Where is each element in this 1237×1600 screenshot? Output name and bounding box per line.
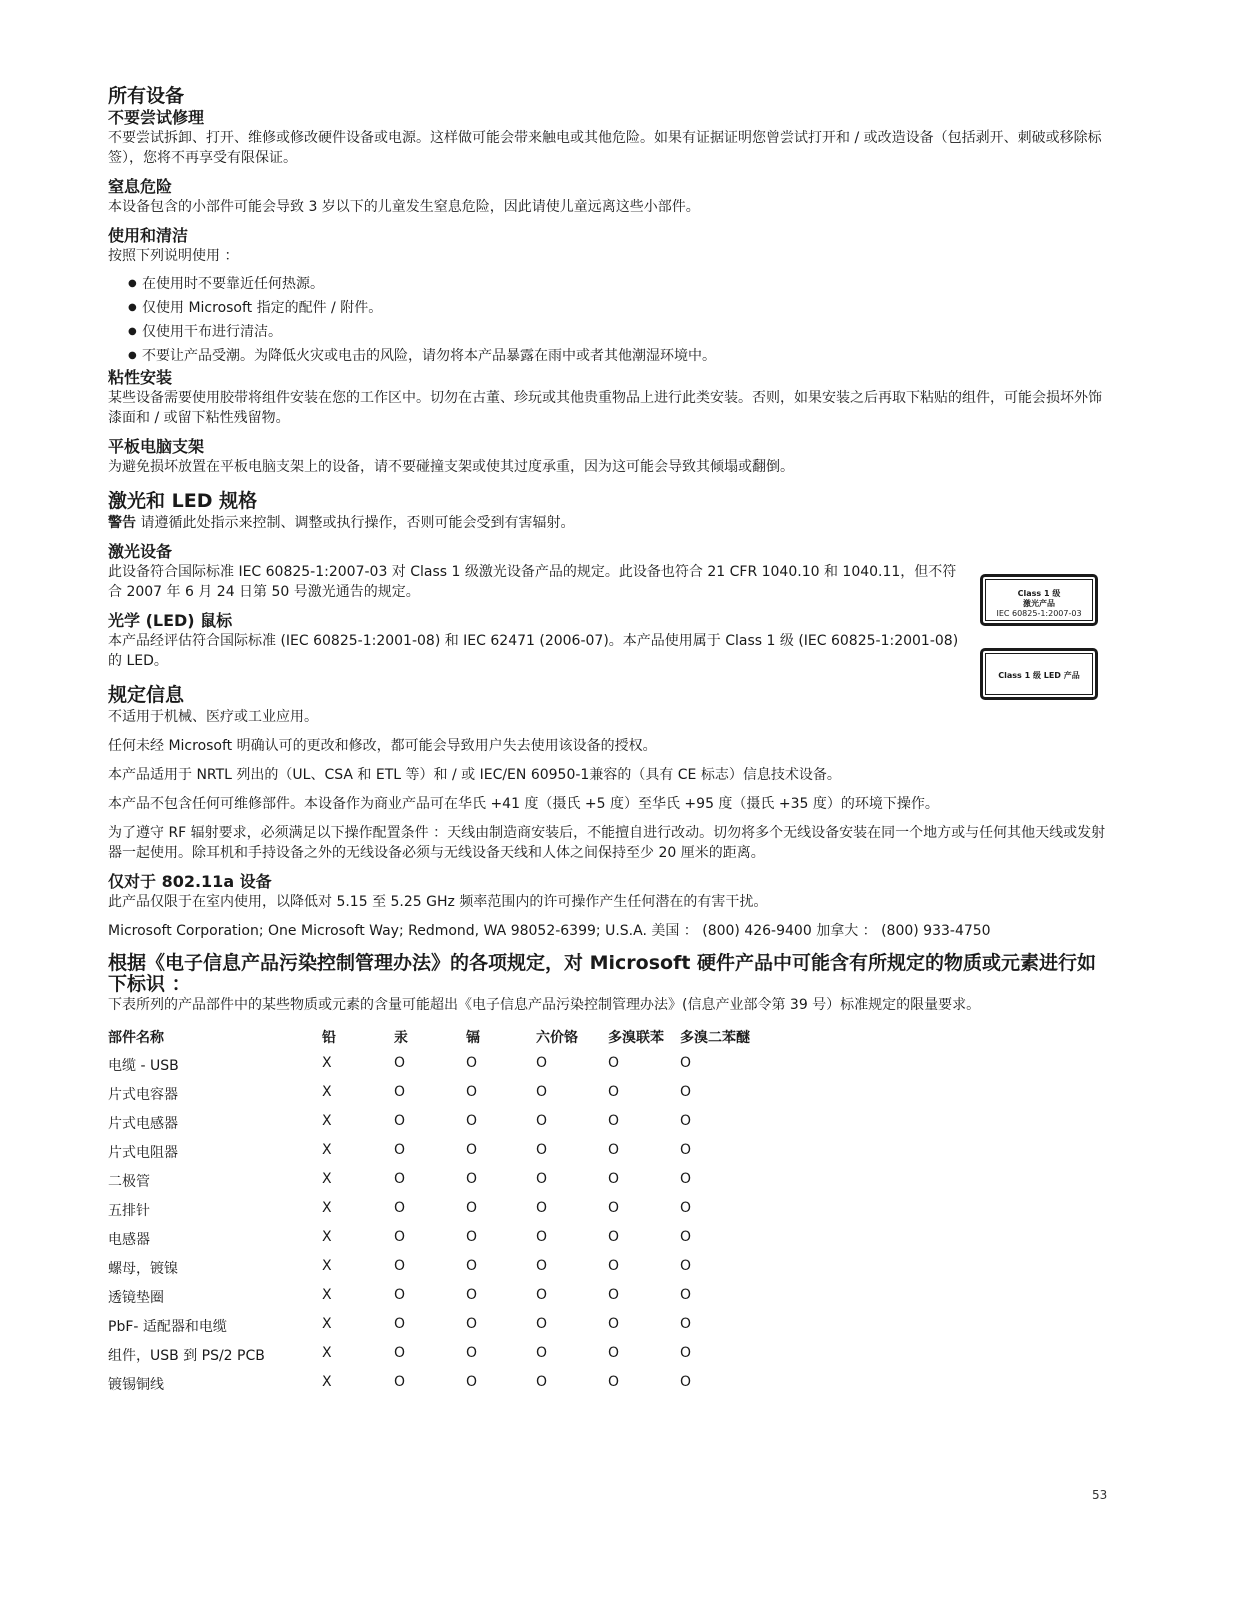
substance-cell: O <box>394 1316 406 1332</box>
substance-cell: X <box>322 1055 332 1071</box>
substance-cell: O <box>608 1374 620 1390</box>
part-name-cell: 片式电阻器 <box>108 1145 178 1161</box>
substance-cell: X <box>322 1200 332 1216</box>
paragraph-address: Microsoft Corporation; One Microsoft Way; Redmond, WA 98052-6399; U.S.A. 美国 ： (800) 426-9400 加拿大 ： (800) 933-4750 <box>108 923 991 939</box>
subheading-laser: 激光设备 <box>108 542 173 561</box>
substance-cell: O <box>680 1113 692 1129</box>
substance-cell: O <box>466 1258 478 1274</box>
substance-cell: O <box>536 1142 548 1158</box>
document-page <box>108 84 1113 1403</box>
paragraph-regulatory-1: 不适用于机械、医疗或工业应用。 <box>108 709 318 725</box>
substance-cell: O <box>680 1316 692 1332</box>
substance-cell: O <box>680 1200 692 1216</box>
substance-cell: O <box>680 1258 692 1274</box>
column-header: 部件名称 <box>108 1030 164 1046</box>
substance-cell: O <box>466 1055 478 1071</box>
substance-cell: X <box>322 1345 332 1361</box>
substance-cell: O <box>608 1229 620 1245</box>
substance-cell: O <box>680 1345 692 1361</box>
substance-cell: O <box>536 1374 548 1390</box>
section-heading-all-devices: 所有设备 <box>108 85 185 107</box>
table-row <box>108 1374 780 1403</box>
column-header: 汞 <box>394 1030 408 1046</box>
table-row <box>108 1316 780 1345</box>
paragraph-tablet-stand: 为避免损坏放置在平板电脑支架上的设备，请不要碰撞支架或使其过度承重，因为这可能会导致其倾塌或翻倒。 <box>108 459 794 475</box>
table-row <box>108 1345 780 1374</box>
substance-cell: X <box>322 1229 332 1245</box>
part-name-cell: 二极管 <box>108 1174 150 1190</box>
bullet-item: ● 在使用时不要靠近任何热源。 <box>128 272 1113 296</box>
substance-cell: O <box>536 1055 548 1071</box>
paragraph-regulatory-2: 任何未经 Microsoft 明确认可的更改和修改，都可能会导致用户失去使用该设备的授权。 <box>108 738 657 754</box>
substance-cell: O <box>680 1374 692 1390</box>
substance-cell: O <box>536 1229 548 1245</box>
substance-cell: O <box>536 1171 548 1187</box>
part-name-cell: 电感器 <box>108 1232 150 1248</box>
subheading-choking: 窒息危险 <box>108 177 173 196</box>
substance-cell: X <box>322 1258 332 1274</box>
substance-cell: O <box>680 1055 692 1071</box>
hazardous-substances-table <box>108 1027 780 1403</box>
substance-cell: O <box>394 1200 406 1216</box>
substance-cell: O <box>608 1171 620 1187</box>
part-name-cell: 五排针 <box>108 1203 150 1219</box>
warning-label: 警告 <box>108 515 136 531</box>
substance-cell: O <box>394 1287 406 1303</box>
table-row <box>108 1055 780 1084</box>
paragraph-led: 本产品经评估符合国际标准 (IEC 60825-1:2001-08) 和 IEC 62471 (2006-07)。本产品使用属于 Class 1 级 (IEC 60825-1:2001-08) 的 LED。 <box>108 633 959 669</box>
substance-cell: O <box>394 1084 406 1100</box>
paragraph-regulatory-3: 本产品适用于 NRTL 列出的（UL、CSA 和 ETL 等）和 / 或 IEC/EN 60950-1兼容的（具有 CE 标志）信息技术设备。 <box>108 767 841 783</box>
table-row <box>108 1287 780 1316</box>
substance-cell: O <box>608 1055 620 1071</box>
column-header: 多溴二苯醚 <box>680 1030 750 1046</box>
substance-cell: O <box>394 1345 406 1361</box>
subheading-adhesive: 粘性安装 <box>108 368 173 387</box>
subheading-tablet-stand: 平板电脑支架 <box>108 437 205 456</box>
substance-cell: O <box>680 1229 692 1245</box>
substance-cell: O <box>608 1287 620 1303</box>
paragraph-choking: 本设备包含的小部件可能会导致 3 岁以下的儿童发生窒息危险，因此请使儿童远离这些小部件。 <box>108 199 700 215</box>
subheading-80211a: 仅对于 802.11a 设备 <box>108 872 272 891</box>
laser-label-line1: Class 1 级 <box>1017 589 1061 598</box>
section-heading-laser-led: 激光和 LED 规格 <box>108 490 258 512</box>
substance-cell: O <box>466 1316 478 1332</box>
paragraph-laser: 此设备符合国际标准 IEC 60825-1:2007-03 对 Class 1 级激光设备产品的规定。此设备也符合 21 CFR 1040.10 和 1040.11，但不符合 2007 年 6 月 24 日第 50 号激光通告的规定。 <box>108 564 957 600</box>
table-row <box>108 1229 780 1258</box>
table-row <box>108 1171 780 1200</box>
substance-cell: O <box>394 1258 406 1274</box>
substance-cell: O <box>680 1171 692 1187</box>
substance-cell: O <box>466 1200 478 1216</box>
part-name-cell: 镀锡铜线 <box>108 1377 164 1393</box>
substance-cell: O <box>536 1113 548 1129</box>
table-header-row <box>108 1027 780 1055</box>
substance-cell: O <box>536 1287 548 1303</box>
laser-label-line3: IEC 60825-1:2007-03 <box>996 609 1082 618</box>
substance-cell: O <box>394 1142 406 1158</box>
substance-cell: X <box>322 1374 332 1390</box>
substance-cell: O <box>608 1084 620 1100</box>
paragraph-repair: 不要尝试拆卸、打开、维修或修改硬件设备或电源。这样做可能会带来触电或其他危险。如果有证据证明您曾尝试打开和 / 或改造设备（包括剥开、刺破或移除标签），您将不再享受有限保证。 <box>108 130 1102 166</box>
substance-cell: O <box>394 1171 406 1187</box>
paragraph-adhesive: 某些设备需要使用胶带将组件安装在您的工作区中。切勿在古董、珍玩或其他贵重物品上进行此类安装。否则，如果安装之后再取下粘贴的组件，可能会损坏外饰漆面和 / 或留下粘性残留物。 <box>108 390 1102 426</box>
column-header: 多溴联苯 <box>608 1030 664 1046</box>
part-name-cell: 电缆 - USB <box>108 1058 179 1074</box>
part-name-cell: 螺母，镀镍 <box>108 1261 178 1277</box>
substance-cell: X <box>322 1171 332 1187</box>
page-number: 53 <box>1092 1488 1108 1502</box>
subheading-led: 光学 (LED) 鼠标 <box>108 611 233 630</box>
table-row <box>108 1084 780 1113</box>
substance-cell: O <box>680 1084 692 1100</box>
table-row <box>108 1258 780 1287</box>
table-row <box>108 1113 780 1142</box>
substance-cell: O <box>536 1200 548 1216</box>
substance-cell: X <box>322 1316 332 1332</box>
substance-cell: O <box>608 1345 620 1361</box>
part-name-cell: 透镜垫圈 <box>108 1290 164 1306</box>
column-header: 六价铬 <box>536 1030 578 1046</box>
substance-cell: O <box>394 1229 406 1245</box>
led-label-text: Class 1 级 LED 产品 <box>998 671 1080 680</box>
substance-cell: O <box>466 1113 478 1129</box>
substance-cell: O <box>536 1345 548 1361</box>
section-heading-regulatory: 规定信息 <box>108 684 185 706</box>
paragraph-80211a: 此产品仅限于在室内使用，以降低对 5.15 至 5.25 GHz 频率范围内的许可操作产生任何潜在的有害干扰。 <box>108 894 768 910</box>
substance-cell: O <box>394 1113 406 1129</box>
subheading-use-clean: 使用和清洁 <box>108 226 189 245</box>
substance-cell: X <box>322 1113 332 1129</box>
substance-cell: X <box>322 1287 332 1303</box>
paragraph-use-clean-intro: 按照下列说明使用 ： <box>108 248 239 264</box>
substance-cell: O <box>536 1258 548 1274</box>
substance-cell: O <box>608 1258 620 1274</box>
substance-cell: O <box>466 1084 478 1100</box>
paragraph-regulatory-4: 本产品不包含任何可维修部件。本设备作为商业产品可在华氏 +41 度（摄氏 +5 度）至华氏 +95 度（摄氏 +35 度）的环境下操作。 <box>108 796 939 812</box>
substance-cell: O <box>608 1316 620 1332</box>
substance-cell: O <box>466 1287 478 1303</box>
subheading-repair: 不要尝试修理 <box>108 108 205 127</box>
column-header: 镉 <box>466 1030 480 1046</box>
bullet-item: ● 仅使用干布进行清洁。 <box>128 320 1113 344</box>
part-name-cell: 片式电容器 <box>108 1087 178 1103</box>
substance-cell: O <box>394 1374 406 1390</box>
substance-cell: X <box>322 1142 332 1158</box>
bullet-list <box>108 272 1113 368</box>
part-name-cell: 组件，USB 到 PS/2 PCB <box>108 1348 265 1364</box>
substance-cell: O <box>608 1200 620 1216</box>
class1-laser-label <box>980 574 1098 626</box>
substance-cell: O <box>466 1142 478 1158</box>
substance-cell: O <box>394 1055 406 1071</box>
substance-cell: O <box>466 1345 478 1361</box>
substance-cell: O <box>536 1316 548 1332</box>
substance-cell: O <box>466 1374 478 1390</box>
bullet-item: ● 仅使用 Microsoft 指定的配件 / 附件。 <box>128 296 1113 320</box>
paragraph-warning <box>108 513 1113 533</box>
paragraph-china-rohs-intro: 下表所列的产品部件中的某些物质或元素的含量可能超出《电子信息产品污染控制管理办法》(信息产业部令第 39 号）标准规定的限量要求。 <box>108 997 981 1013</box>
warning-text: 请遵循此处指示来控制、调整或执行操作，否则可能会受到有害辐射。 <box>136 515 575 531</box>
paragraph-regulatory-5: 为了遵守 RF 辐射要求，必须满足以下操作配置条件 ：天线由制造商安装后，不能擅自进行改动。切勿将多个无线设备安装在同一个地方或与任何其他天线或发射器一起使用。除耳机和手持设备之外的无线设备必须与无线设备天线和人体之间保持至少 20 厘米的距离。 <box>108 825 1106 861</box>
class1-led-label <box>980 648 1098 700</box>
table-row <box>108 1200 780 1229</box>
bullet-item: ● 不要让产品受潮。为降低火灾或电击的风险，请勿将本产品暴露在雨中或者其他潮湿环境中。 <box>128 344 1113 368</box>
table-row <box>108 1142 780 1171</box>
substance-cell: O <box>608 1142 620 1158</box>
substance-cell: O <box>536 1084 548 1100</box>
section-heading-china-rohs: 根据《电子信息产品污染控制管理办法》的各项规定，对 Microsoft 硬件产品中可能含有所规定的物质或元素进行如下标识 ： <box>108 952 1097 995</box>
substance-cell: O <box>608 1113 620 1129</box>
substance-cell: X <box>322 1084 332 1100</box>
column-header: 铅 <box>322 1030 336 1046</box>
part-name-cell: 片式电感器 <box>108 1116 178 1132</box>
substance-cell: O <box>466 1229 478 1245</box>
substance-cell: O <box>680 1142 692 1158</box>
substance-cell: O <box>680 1287 692 1303</box>
part-name-cell: PbF- 适配器和电缆 <box>108 1319 227 1335</box>
substance-cell: O <box>466 1171 478 1187</box>
laser-label-line2: 激光产品 <box>1023 599 1055 608</box>
